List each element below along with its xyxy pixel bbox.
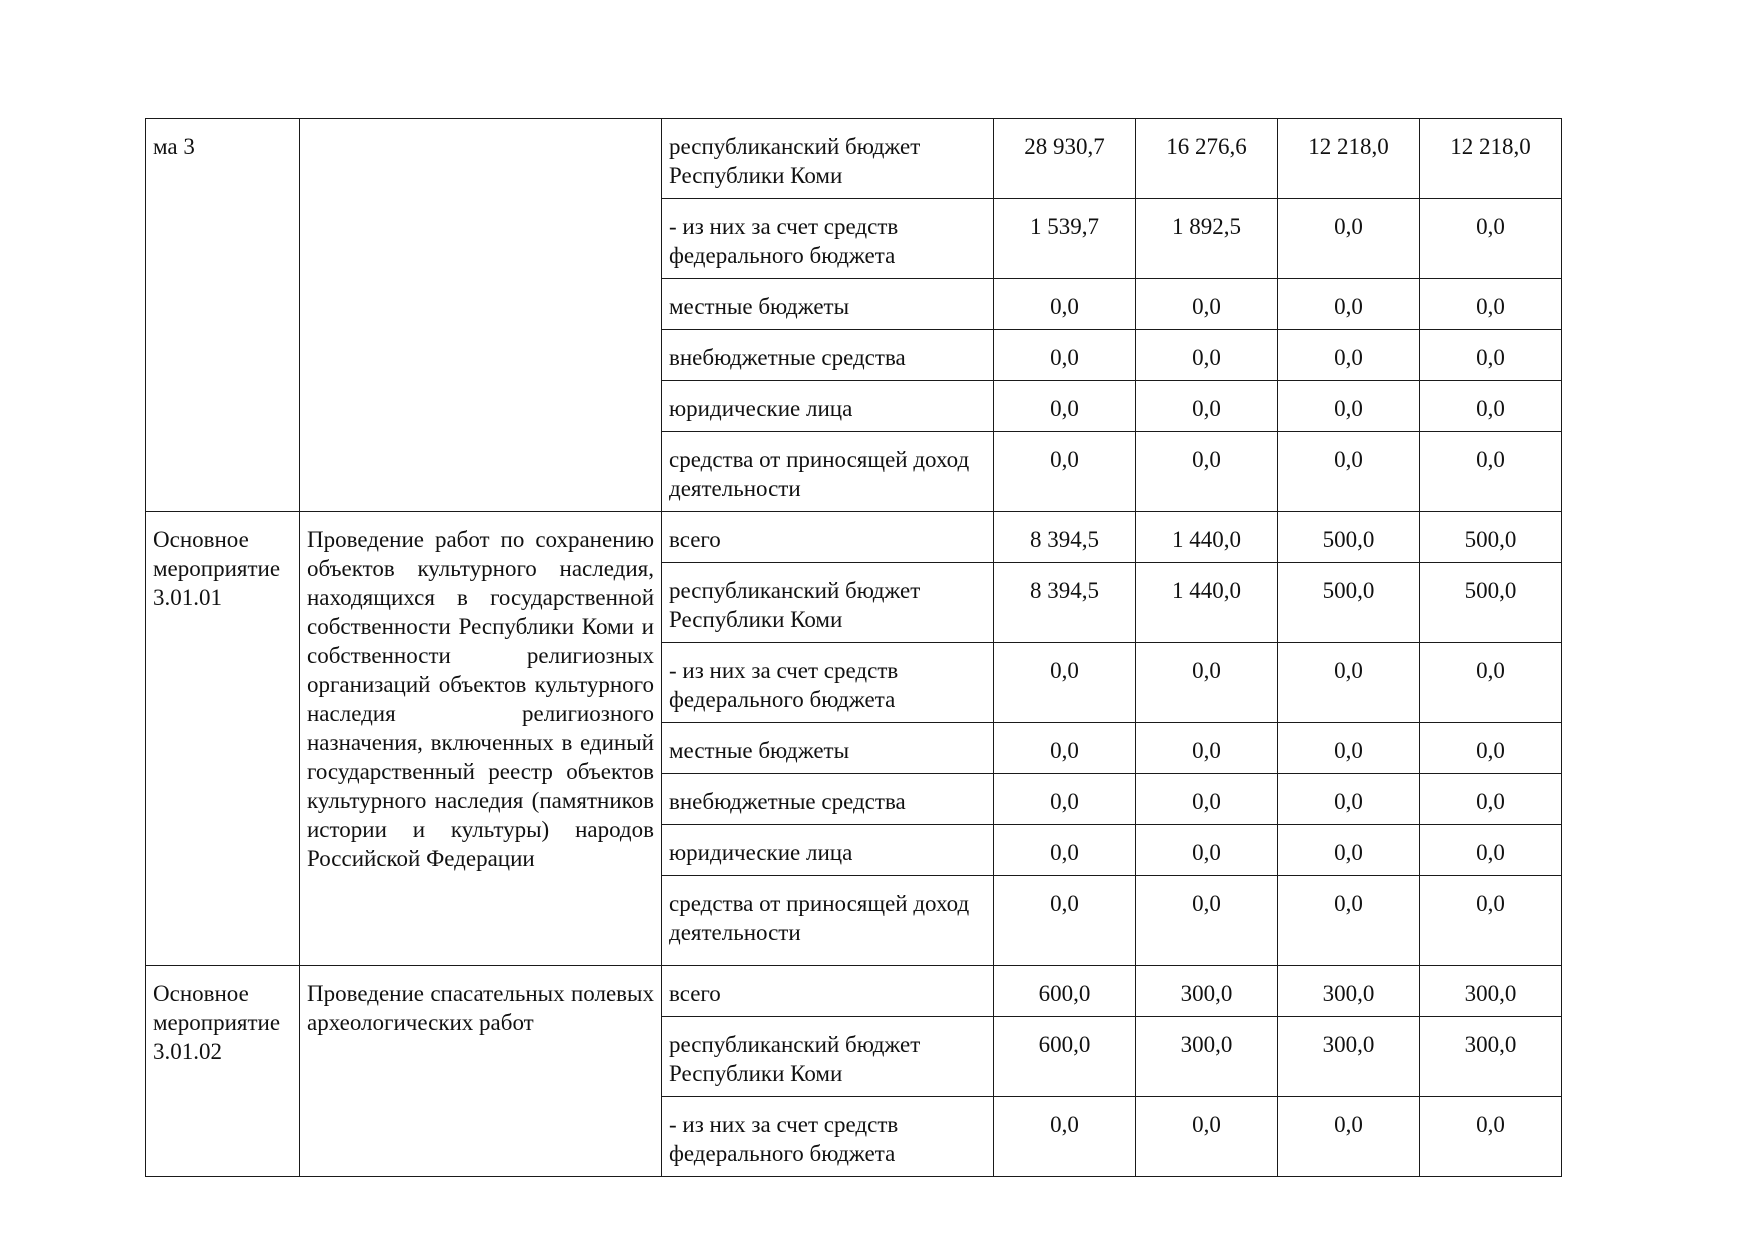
- value-cell: 0,0: [1420, 432, 1562, 512]
- funding-source-cell: внебюджетные средства: [662, 330, 994, 381]
- value-cell: 0,0: [1136, 723, 1278, 774]
- funding-source-cell: республиканский бюджет Республики Коми: [662, 1017, 994, 1097]
- event-code-cell: Основное мероприятие 3.01.02: [146, 966, 300, 1177]
- budget-table: [145, 118, 1562, 1177]
- funding-source-cell: всего: [662, 512, 994, 563]
- value-cell: 0,0: [994, 723, 1136, 774]
- value-cell: 500,0: [1278, 563, 1420, 643]
- funding-source-cell: - из них за счет средств федерального бюджета: [662, 643, 994, 723]
- value-cell: 0,0: [1420, 723, 1562, 774]
- value-cell: 600,0: [994, 1017, 1136, 1097]
- value-cell: 0,0: [1278, 825, 1420, 876]
- value-cell: 0,0: [994, 825, 1136, 876]
- funding-source-cell: средства от приносящей доход деятельности: [662, 432, 994, 512]
- value-cell: 300,0: [1136, 1017, 1278, 1097]
- funding-source-cell: республиканский бюджет Республики Коми: [662, 563, 994, 643]
- event-name-cell: [300, 119, 662, 512]
- value-cell: 8 394,5: [994, 512, 1136, 563]
- value-cell: 0,0: [994, 381, 1136, 432]
- event-name-cell: Проведение спасательных полевых археологических работ: [300, 966, 662, 1177]
- funding-source-cell: юридические лица: [662, 825, 994, 876]
- value-cell: 1 440,0: [1136, 563, 1278, 643]
- value-cell: 0,0: [994, 279, 1136, 330]
- value-cell: 28 930,7: [994, 119, 1136, 199]
- value-cell: 0,0: [1278, 1097, 1420, 1177]
- funding-source-cell: - из них за счет средств федерального бюджета: [662, 199, 994, 279]
- value-cell: 500,0: [1420, 512, 1562, 563]
- value-cell: 300,0: [1278, 1017, 1420, 1097]
- value-cell: 0,0: [1278, 279, 1420, 330]
- value-cell: 0,0: [1136, 1097, 1278, 1177]
- value-cell: 0,0: [1420, 330, 1562, 381]
- value-cell: 300,0: [1420, 1017, 1562, 1097]
- value-cell: 0,0: [1420, 279, 1562, 330]
- value-cell: 0,0: [1136, 330, 1278, 381]
- value-cell: 0,0: [1136, 876, 1278, 966]
- value-cell: 0,0: [1278, 643, 1420, 723]
- table-row: [146, 512, 1562, 563]
- value-cell: 0,0: [994, 330, 1136, 381]
- value-cell: 300,0: [1420, 966, 1562, 1017]
- value-cell: 0,0: [1136, 432, 1278, 512]
- value-cell: 16 276,6: [1136, 119, 1278, 199]
- value-cell: 0,0: [1278, 381, 1420, 432]
- value-cell: 0,0: [1420, 825, 1562, 876]
- funding-source-cell: средства от приносящей доход деятельности: [662, 876, 994, 966]
- value-cell: 0,0: [1420, 876, 1562, 966]
- value-cell: 0,0: [994, 432, 1136, 512]
- value-cell: 600,0: [994, 966, 1136, 1017]
- value-cell: 0,0: [994, 1097, 1136, 1177]
- value-cell: 12 218,0: [1420, 119, 1562, 199]
- funding-source-cell: местные бюджеты: [662, 279, 994, 330]
- event-code-cell: ма 3: [146, 119, 300, 512]
- value-cell: 0,0: [1278, 876, 1420, 966]
- value-cell: 0,0: [1420, 381, 1562, 432]
- funding-source-cell: всего: [662, 966, 994, 1017]
- table-row: [146, 966, 1562, 1017]
- value-cell: 0,0: [994, 774, 1136, 825]
- value-cell: 0,0: [1420, 774, 1562, 825]
- value-cell: 500,0: [1420, 563, 1562, 643]
- value-cell: 0,0: [1136, 825, 1278, 876]
- value-cell: 0,0: [1420, 199, 1562, 279]
- value-cell: 0,0: [1136, 381, 1278, 432]
- funding-source-cell: республиканский бюджет Республики Коми: [662, 119, 994, 199]
- value-cell: 8 394,5: [994, 563, 1136, 643]
- event-name-cell: Проведение работ по сохранению объектов культурного наследия, находящихся в государственной собственности Республики Коми и собственности религиозных организаций объектов культурного наследия религиозного назначения, включенных в единый государственный реестр объектов культурного наследия (памятников истории и культуры) народов Российской Федерации: [300, 512, 662, 966]
- value-cell: 0,0: [1278, 774, 1420, 825]
- value-cell: 0,0: [1136, 279, 1278, 330]
- value-cell: 0,0: [1278, 723, 1420, 774]
- value-cell: 0,0: [1278, 330, 1420, 381]
- value-cell: 300,0: [1278, 966, 1420, 1017]
- value-cell: 1 892,5: [1136, 199, 1278, 279]
- funding-source-cell: внебюджетные средства: [662, 774, 994, 825]
- value-cell: 12 218,0: [1278, 119, 1420, 199]
- value-cell: 0,0: [1420, 1097, 1562, 1177]
- value-cell: 0,0: [1420, 643, 1562, 723]
- value-cell: 1 539,7: [994, 199, 1136, 279]
- value-cell: 300,0: [1136, 966, 1278, 1017]
- value-cell: 1 440,0: [1136, 512, 1278, 563]
- funding-source-cell: местные бюджеты: [662, 723, 994, 774]
- funding-source-cell: юридические лица: [662, 381, 994, 432]
- value-cell: 0,0: [1278, 199, 1420, 279]
- value-cell: 0,0: [994, 643, 1136, 723]
- event-code-cell: Основное мероприятие 3.01.01: [146, 512, 300, 966]
- value-cell: 0,0: [994, 876, 1136, 966]
- table-row: [146, 119, 1562, 199]
- value-cell: 0,0: [1278, 432, 1420, 512]
- value-cell: 500,0: [1278, 512, 1420, 563]
- value-cell: 0,0: [1136, 774, 1278, 825]
- value-cell: 0,0: [1136, 643, 1278, 723]
- funding-source-cell: - из них за счет средств федерального бюджета: [662, 1097, 994, 1177]
